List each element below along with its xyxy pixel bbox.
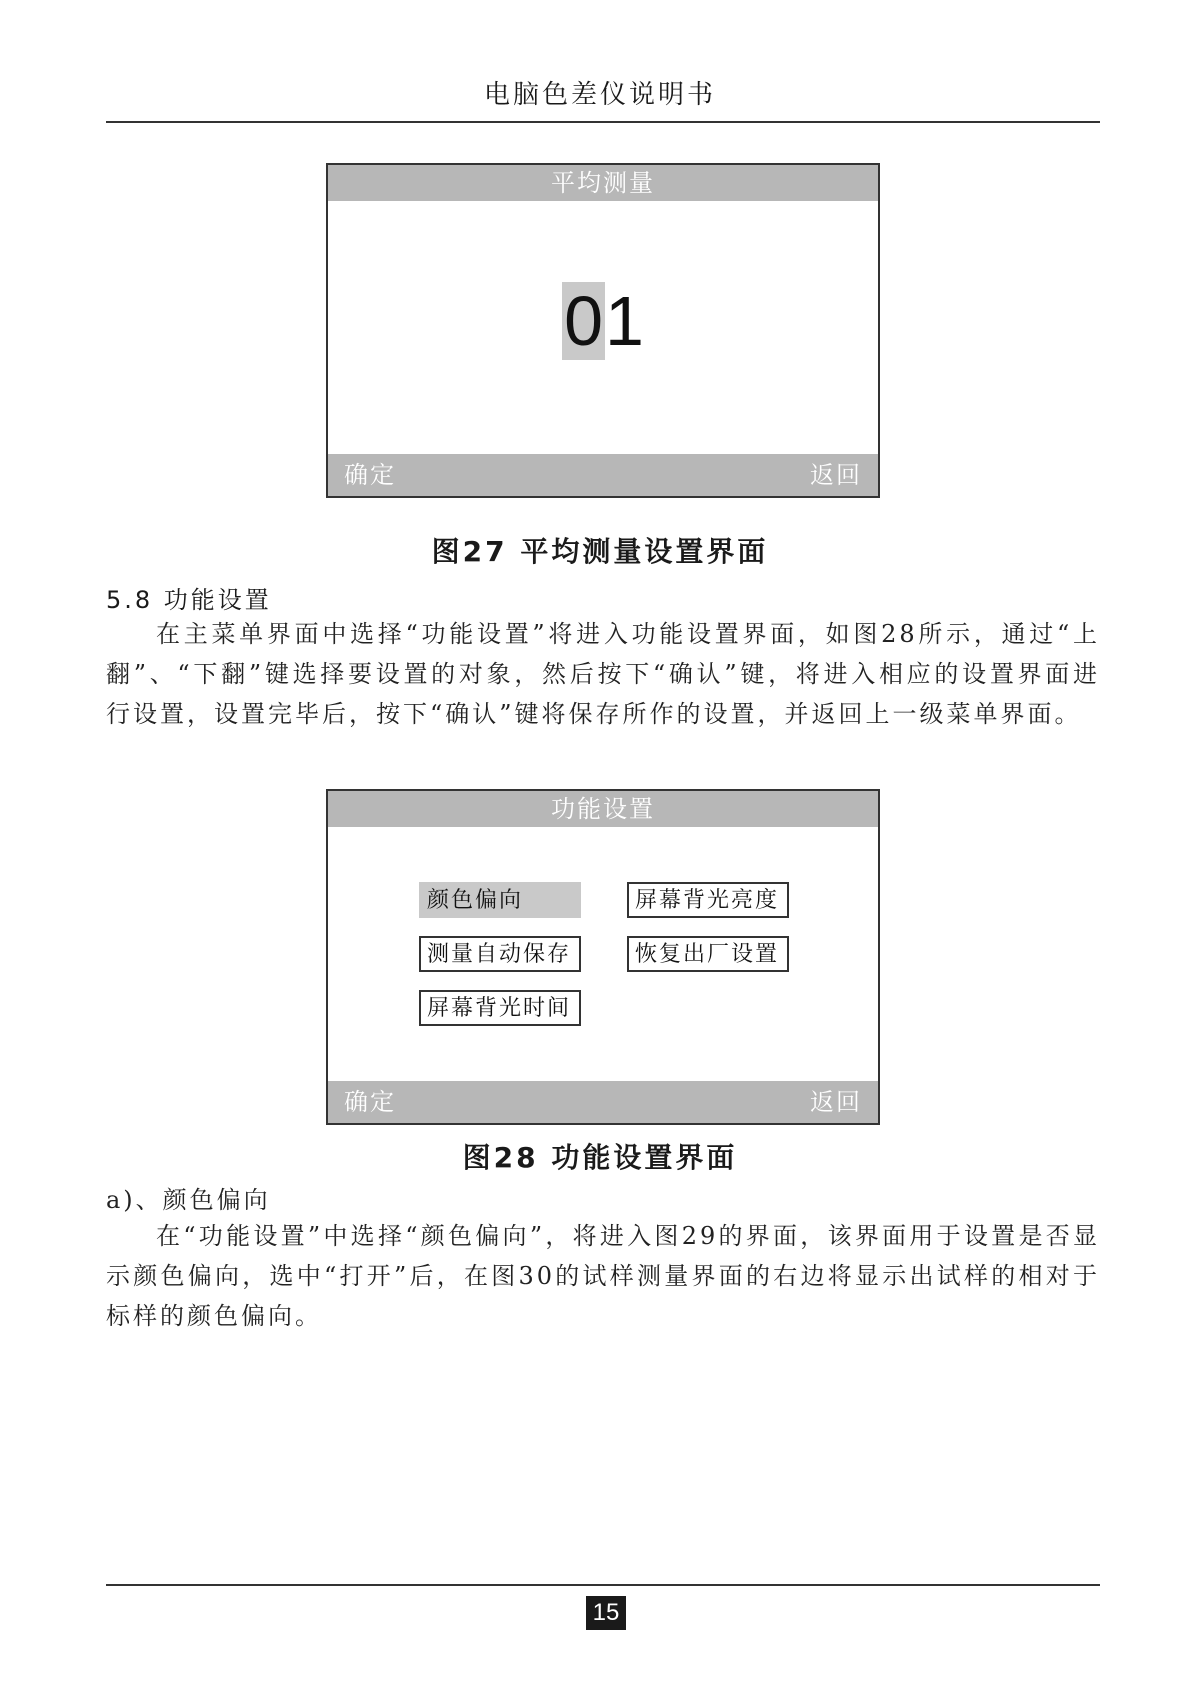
screen-title-bar	[328, 165, 878, 201]
figure-27-caption: 图27 平均测量设置界面	[431, 535, 769, 568]
header-rule	[106, 121, 1100, 123]
page-number: 15	[586, 1596, 626, 1630]
screen-softkey-bar	[328, 454, 878, 496]
subsection-paragraph: 在“功能设置”中选择“颜色偏向”，将进入图29的界面，该界面用于设置是否显示颜色偏向，选中“打开”后，在图30的试样测量界面的右边将显示出试样的相对于标样的颜色偏向。	[106, 1222, 1100, 1330]
function-settings-screen	[326, 789, 880, 1125]
section-heading: 5.8 功能设置	[106, 586, 272, 614]
screen-softkey-bar	[328, 1081, 878, 1123]
confirm-softkey[interactable]: 确定	[344, 461, 396, 489]
back-softkey[interactable]: 返回	[810, 461, 862, 489]
menu-item-factory-reset[interactable]: 恢复出厂设置	[627, 936, 789, 972]
screen-title: 功能设置	[551, 795, 655, 823]
menu-item-auto-save[interactable]: 测量自动保存	[419, 936, 581, 972]
menu-item-backlight-brightness[interactable]: 屏幕背光亮度	[627, 882, 789, 918]
average-measure-screen	[326, 163, 880, 498]
figure-28-caption: 图28 功能设置界面	[462, 1141, 738, 1174]
section-paragraph: 在主菜单界面中选择“功能设置”将进入功能设置界面，如图28所示，通过“上翻”、“下翻”键选择要设置的对象，然后按下“确认”键，将进入相应的设置界面进行设置，设置完毕后，按下“确认”键将保存所作的设置，并返回上一级菜单界面。	[106, 620, 1100, 728]
document-header-title: 电脑色差仪说明书	[483, 80, 716, 110]
subsection-heading: a)、颜色偏向	[106, 1186, 271, 1214]
back-softkey[interactable]: 返回	[810, 1088, 862, 1116]
average-count-value[interactable]	[328, 281, 878, 361]
selected-digit: 0	[564, 282, 603, 360]
confirm-softkey[interactable]: 确定	[344, 1088, 396, 1116]
menu-item-color-deviation[interactable]: 颜色偏向	[419, 882, 581, 918]
footer-rule	[106, 1584, 1100, 1586]
screen-title-bar	[328, 791, 878, 827]
screen-title: 平均测量	[551, 169, 655, 197]
digit: 1	[605, 282, 644, 360]
menu-item-backlight-time[interactable]: 屏幕背光时间	[419, 990, 581, 1026]
